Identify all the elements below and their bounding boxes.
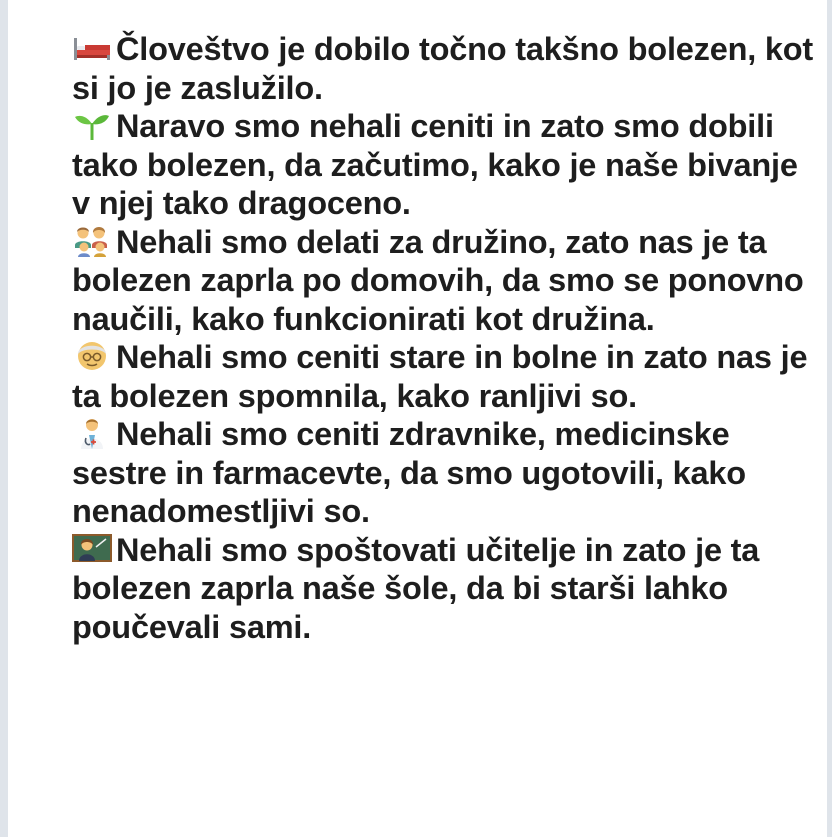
left-edge bbox=[0, 0, 8, 837]
paragraph-text: Človeštvo je dobilo točno takšno bolezen, kot si jo je zaslužilo. bbox=[72, 31, 814, 106]
paragraph-bed bbox=[72, 30, 822, 107]
bed-icon bbox=[72, 32, 112, 64]
paragraph-older-person bbox=[72, 338, 822, 415]
family-icon bbox=[72, 225, 112, 257]
teacher-icon bbox=[72, 533, 112, 565]
post-text bbox=[72, 30, 822, 646]
paragraph-text: Nehali smo ceniti zdravnike, medicinske sestre in farmacevte, da smo ugotovili, kako nenadomestljivi so. bbox=[72, 416, 746, 529]
paragraph-seedling bbox=[72, 107, 822, 223]
right-edge bbox=[827, 0, 832, 837]
paragraph-text: Nehali smo delati za družino, zato nas je ta bolezen zaprla po domovih, da smo se ponovno naučili, kako funkcionirati kot družina. bbox=[72, 223, 804, 337]
paragraph-text: Nehali smo spoštovati učitelje in zato je ta bolezen zaprla naše šole, da bi starši lahko poučevali sami. bbox=[72, 531, 760, 645]
paragraph-teacher bbox=[72, 531, 822, 647]
seedling-icon bbox=[72, 109, 112, 141]
health-worker-icon bbox=[72, 417, 112, 449]
paragraph-text: Nehali smo ceniti stare in bolne in zato nas je ta bolezen spomnila, kako ranljivi so. bbox=[72, 339, 808, 414]
paragraph-family bbox=[72, 223, 822, 339]
paragraph-text: Naravo smo nehali ceniti in zato smo dobili tako bolezen, da začutimo, kako je naše bivanje v njej tako dragoceno. bbox=[72, 108, 798, 221]
paragraph-health-worker bbox=[72, 415, 822, 531]
older-person-icon bbox=[72, 340, 112, 372]
